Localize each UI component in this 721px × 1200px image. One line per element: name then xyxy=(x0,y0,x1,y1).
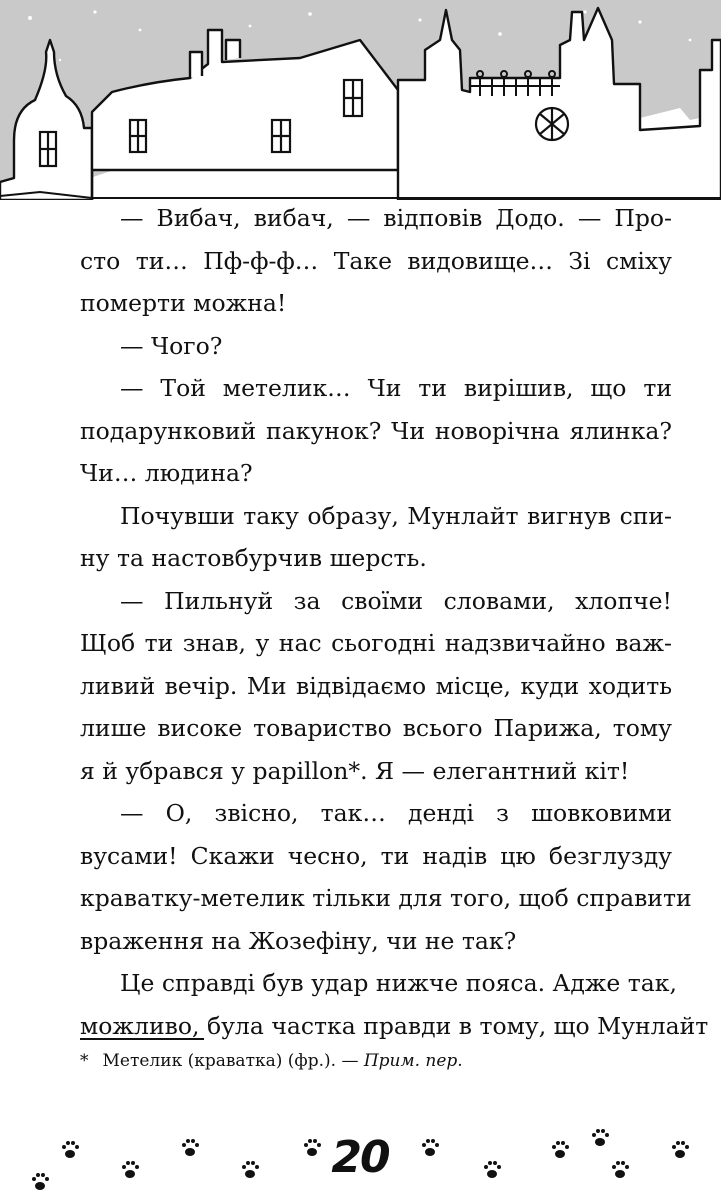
text-line: ливий вечір. Ми відвідаємо місце, куди ходить xyxy=(80,671,672,700)
text-line: враження на Жозефіну, чи не так? xyxy=(80,926,517,955)
paw-print-icon xyxy=(242,1161,259,1178)
text-line: вусами! Скажи чесно, ти надів цю безглузду xyxy=(80,841,672,870)
footnote-text: Метелик (краватка) (фр.). — xyxy=(102,1051,364,1071)
text-line: — Вибач, вибач, — відповів Додо. — Про- xyxy=(120,204,672,232)
paw-print-icon xyxy=(62,1141,79,1158)
text-line: — О, звісно, так… денді з шовковими xyxy=(120,799,672,827)
paw-print-icon xyxy=(122,1161,139,1178)
paw-print-icon xyxy=(182,1139,199,1156)
text-line: Це справді був удар нижче пояса. Адже так, xyxy=(120,969,677,997)
text-line: я й убрався у papillon*. Я — елегантний кіт! xyxy=(80,756,630,785)
paragraph xyxy=(80,495,672,580)
paragraph xyxy=(80,197,672,325)
paragraph xyxy=(80,580,672,793)
rooftops-illustration xyxy=(0,0,721,200)
text-line: лише високе товариство всього Парижа, тому xyxy=(80,714,672,742)
paragraph xyxy=(80,367,672,495)
text-line: — Чого? xyxy=(120,331,223,360)
paragraph xyxy=(80,325,672,368)
paw-print-icon xyxy=(32,1173,49,1190)
text-line: Щоб ти знав, у нас сьогодні надзвичайно важ- xyxy=(80,629,672,657)
paw-print-icon xyxy=(672,1141,689,1158)
text-line: ну та настовбурчив шерсть. xyxy=(80,544,427,572)
paw-print-icon xyxy=(422,1139,439,1156)
text-line: — Той метелик… Чи ти вирішив, що ти xyxy=(120,374,672,402)
paw-print-icon xyxy=(592,1129,609,1146)
footnote-divider xyxy=(80,1038,204,1040)
paw-print-icon xyxy=(552,1141,569,1158)
page-body xyxy=(80,197,709,1047)
text-line: Почувши таку образу, Мунлайт вигнув спи- xyxy=(120,501,672,530)
paragraph xyxy=(80,792,692,962)
paw-print-icon xyxy=(484,1161,501,1178)
text-line: померти можна! xyxy=(80,289,287,317)
text-line: подарунковий пакунок? Чи новорічна ялинка? xyxy=(80,416,672,445)
footnote-abbreviation: Прим. пер. xyxy=(363,1051,463,1071)
page-number: 20 xyxy=(331,1132,389,1183)
footnote xyxy=(80,1048,640,1074)
text-line: сто ти… Пф-ф-ф… Таке видовище… Зі сміху xyxy=(80,246,672,275)
paragraph xyxy=(80,962,709,1047)
text-line: можливо, була частка правди в тому, що Мунлайт xyxy=(80,1011,709,1040)
paw-print-icon xyxy=(612,1161,629,1178)
text-line: Чи… людина? xyxy=(80,459,253,487)
text-line: — Пильнуй за своїми словами, хлопче! xyxy=(120,586,672,615)
footnote-mark: * xyxy=(80,1051,89,1071)
paw-print-icon xyxy=(304,1139,321,1156)
text-line: краватку-метелик тільки для того, щоб справити xyxy=(80,884,692,912)
